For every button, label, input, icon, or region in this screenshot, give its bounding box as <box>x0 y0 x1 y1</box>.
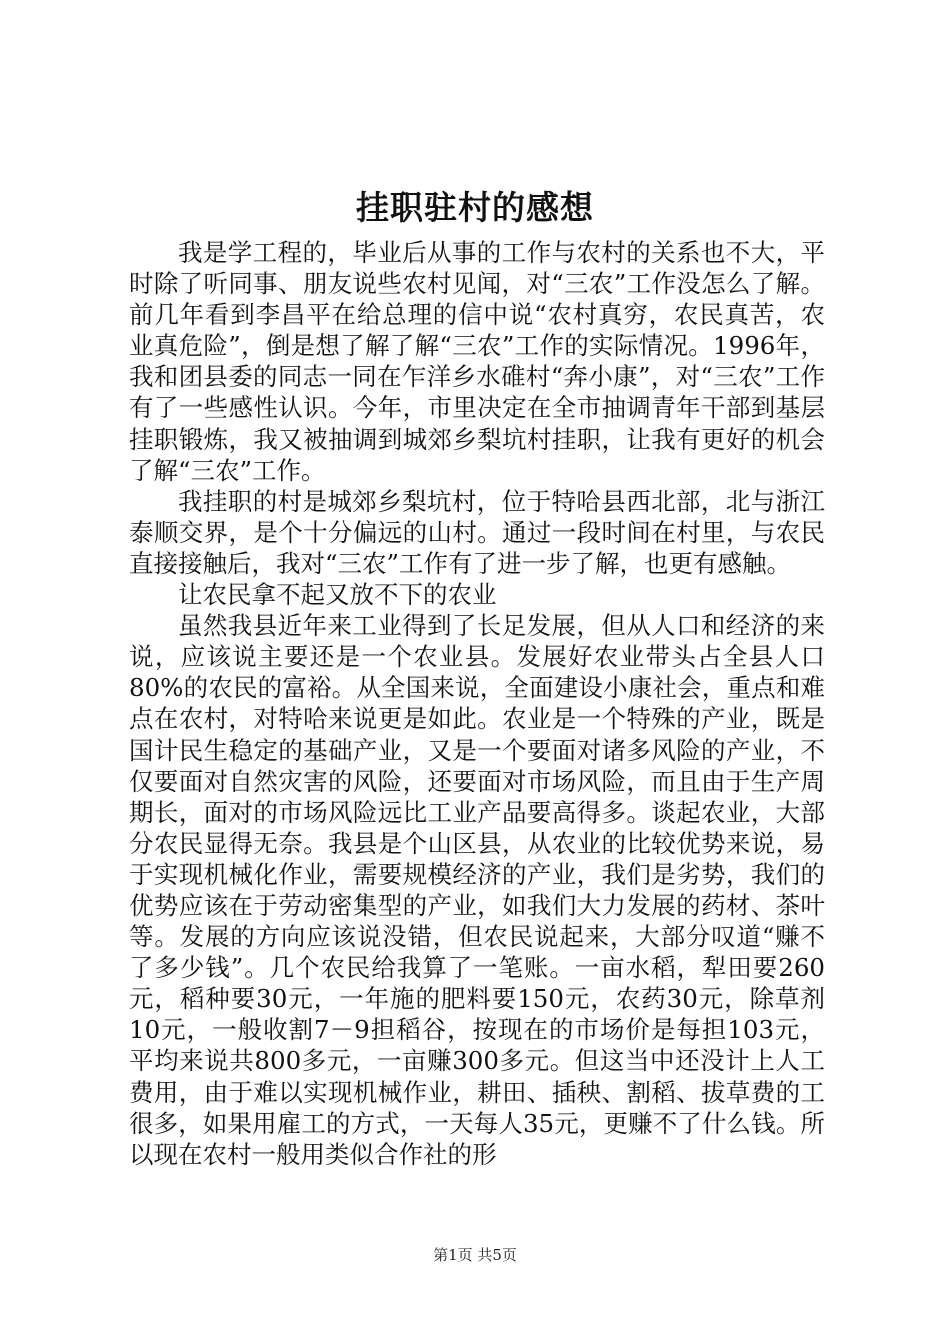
paragraph-1: 我是学工程的，毕业后从事的工作与农村的关系也不大，平时除了听同事、朋友说些农村见闻，对“三农”工作没怎么了解。前几年看到李昌平在给总理的信中说“农村真穷，农民真苦，农业真危险”，倒是想了解了解“三农”工作的实际情况。1996年，我和团县委的同志一同在乍洋乡水碓村“奔小康”，对“三农”工作有了一些感性认识。今年，市里决定在全市抽调青年干部到基层挂职锻炼，我又被抽调到城郊乡梨坑村挂职，让我有更好的机会了解“三农”工作。 <box>129 238 825 485</box>
document-title: 挂职驻村的感想 <box>356 188 594 227</box>
paragraph-3: 虽然我县近年来工业得到了长足发展，但从人口和经济的来说，应该说主要还是一个农业县。发展好农业带头占全县人口80%的农民的富裕。从全国来说，全面建设小康社会，重点和难点在农村，对特哈来说更是如此。农业是一个特殊的产业，既是国计民生稳定的基础产业，又是一个要面对诸多风险的产业，不仅要面对自然灾害的风险，还要面对市场风险，而且由于生产周期长，面对的市场风险远比工业产品要高得多。谈起农业，大部分农民显得无奈。我县是个山区县，从农业的比较优势来说，易于实现机械化作业，需要规模经济的产业，我们是劣势，我们的优势应该在于劳动密集型的产业，如我们大力发展的药材、茶叶等。发展的方向应该说没错，但农民说起来，大部分叹道“赚不了多少钱”。几个农民给我算了一笔账。一亩水稻，犁田要260元，稻种要30元，一年施的肥料要150元，农药30元，除草剂10元，一般收割7－9担稻谷，按现在的市场价是每担103元，平均来说共800多元，一亩赚300多元。但这当中还没计上人工费用，由于难以实现机械作业，耕田、插秧、割稻、拔草费的工很多，如果用雇工的方式，一天每人35元，更赚不了什么钱。所以现在农村一般用类似合作社的形 <box>129 611 825 1169</box>
section-heading: 让农民拿不起又放不下的农业 <box>178 580 497 610</box>
paragraph-2: 我挂职的村是城郊乡梨坑村，位于特哈县西北部，北与浙江泰顺交界，是个十分偏远的山村。通过一段时间在村里，与农民直接接触后，我对“三农”工作有了进一步了解，也更有感触。 <box>129 486 825 578</box>
page-footer: 第1页 共5页 <box>433 1246 517 1264</box>
document-body <box>129 237 825 1170</box>
